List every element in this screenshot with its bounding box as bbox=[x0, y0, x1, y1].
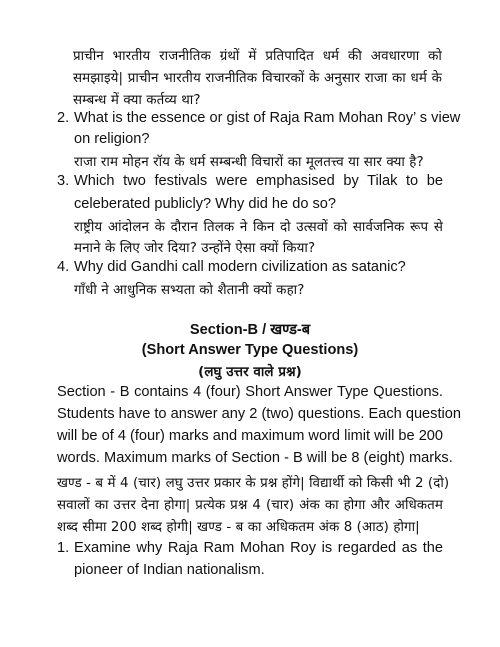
section-b-q1-english-line-2: pioneer of Indian nationalism. bbox=[74, 562, 265, 578]
question-number: 3. bbox=[57, 173, 70, 189]
instructions-hindi-line-1: खण्ड - ब में 4 (चार) लघु उत्तर प्रकार के प्रश्न होंगे| विद्यार्थी को किसी भी 2 (दो) bbox=[57, 476, 450, 491]
section-heading: Section-B / खण्ड-ब bbox=[189, 322, 311, 338]
q1-hindi-line-3: सम्बन्ध में क्या कर्तव्य था? bbox=[73, 93, 201, 108]
question-3-english-line-2: celeberated publicly? Why did he do so? bbox=[74, 196, 337, 212]
question-number: 1. bbox=[57, 540, 70, 556]
question-3-hindi-line-1: राष्ट्रीय आंदोलन के दौरान तिलक ने किन दो उत्सवों को सार्वजनिक रूप से bbox=[74, 220, 443, 235]
question-2-english-line-1: What is the essence or gist of Raja Ram Mohan Roy’ s view bbox=[74, 110, 461, 126]
section-subheading: (Short Answer Type Questions) bbox=[141, 342, 359, 358]
question-4-hindi-line-1: गाँधी ने आधुनिक सभ्यता को शैतानी क्यों कहा? bbox=[74, 283, 305, 298]
question-4-english-line-1: Why did Gandhi call modern civilization as satanic? bbox=[74, 259, 406, 275]
q1-hindi-line-1: प्राचीन भारतीय राजनीतिक ग्रंथों में प्रतिपादित धर्म की अवधारणा को bbox=[73, 49, 442, 64]
instructions-english-line-2: Students have to answer any 2 (two) questions. Each question bbox=[57, 406, 462, 422]
instructions-english-line-1: Section - B contains 4 (four) Short Answer Type Questions. bbox=[57, 384, 443, 400]
instructions-english-line-3: will be of 4 (four) marks and maximum word limit will be 200 bbox=[57, 428, 444, 444]
question-number: 4. bbox=[57, 259, 70, 275]
instructions-hindi-line-2: सवालों का उत्तर देना होगा| प्रत्येक प्रश्न 4 (चार) अंक का होगा और अधिकतम bbox=[57, 498, 443, 513]
question-number: 2. bbox=[57, 110, 70, 126]
section-subheading-hindi: (लघु उत्तर वाले प्रश्न) bbox=[198, 365, 302, 380]
question-3-hindi-line-2: मनाने के लिए जोर दिया? उन्होंने ऐसा क्यों किया? bbox=[74, 241, 316, 256]
question-2-hindi-line-1: राजा राम मोहन रॉय के धर्म सम्बन्धी विचारों का मूलतत्त्व या सार क्या है? bbox=[74, 155, 424, 170]
instructions-hindi-line-3: शब्द सीमा 200 शब्द होगी| खण्ड - ब का अधिकतम अंक 8 (आठ) होगा| bbox=[57, 520, 420, 535]
question-3-english-line-1: Which two festivals were emphasised by Tilak to be bbox=[74, 173, 443, 189]
section-b-q1-english-line-1: Examine why Raja Ram Mohan Roy is regarded as the bbox=[74, 540, 443, 556]
question-2-english-line-2: on religion? bbox=[74, 131, 150, 147]
q1-hindi-line-2: समझाइये| प्राचीन भारतीय राजनीतिक विचारकों के अनुसार राजा का धर्म के bbox=[73, 71, 442, 86]
instructions-english-line-4: words. Maximum marks of Section - B will be 8 (eight) marks. bbox=[57, 450, 453, 466]
